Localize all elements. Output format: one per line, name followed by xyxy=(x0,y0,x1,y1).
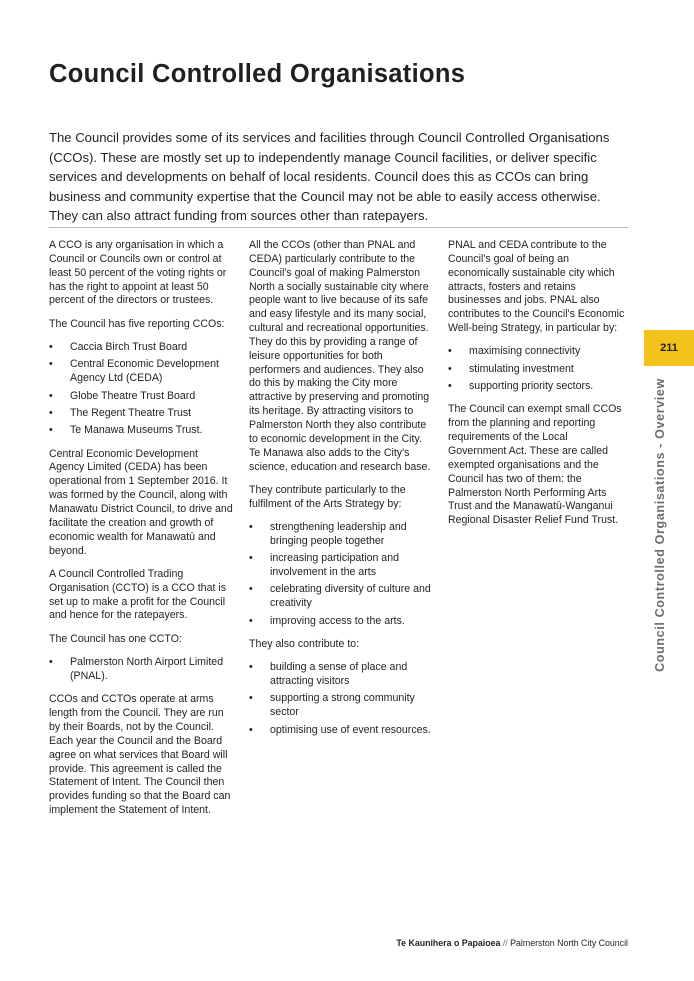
bullet-icon: • xyxy=(448,362,452,375)
also-contribute-list xyxy=(249,661,433,737)
exempt-paragraph: The Council can exempt small CCOs from the planning and reporting requirements of the Local Government Act. These are called exempted organisations and the Council has two of them: the Palmerston North Performing Arts Trust and the Manawatū-Wanganui Regional Disaster Relief Fund Trust. xyxy=(448,403,622,527)
column-3 xyxy=(448,239,628,538)
arms-length-paragraph: CCOs and CCTOs operate at arms length from the Council. They are run by their Boards, not by the Council. Each year the Council and the Board agree on what services that Board will provide. This agreement is called the Statement of Intent. The Council then provides funding so that the Board can implement the Statement of Intent. xyxy=(49,693,231,817)
list-item: • celebrating diversity of culture and creativity xyxy=(249,583,431,610)
arts-strategy-list xyxy=(249,521,433,628)
ccto-count-intro: The Council has one CCTO: xyxy=(49,632,182,645)
contribution-paragraph: All the CCOs (other than PNAL and CEDA) particularly contribute to the Council's goal of making Palmerston North a socially sustainable city where people want to live because of its safe and easy lifestyle and its many social, cultural and recreational opportunities. They do this by providing a range of leisure opportunities for both performers and audiences. They also do this by making the City more attractive by preserving and promoting its heritage. By attracting visitors to Palmerston North they also contribute to economic development in the City. Te Manawa also adds to the City's science, education and research base. xyxy=(249,239,431,473)
footer-maori-name: Te Kaunihera o Papaioea xyxy=(396,938,501,948)
list-item: • improving access to the arts. xyxy=(249,614,405,627)
cco-definition: A CCO is any organisation in which a Council or Councils own or control at least 50 percent of the voting rights or has the right to appoint at least 50 percent of the directors or trustees. xyxy=(49,239,227,307)
bullet-icon: • xyxy=(249,614,253,627)
list-item: • Globe Theatre Trust Board xyxy=(49,389,196,402)
economic-list xyxy=(448,345,628,394)
arts-strategy-intro: They contribute particularly to the fulfilment of the Arts Strategy by: xyxy=(249,483,406,510)
bullet-icon: • xyxy=(249,521,253,534)
list-item: • The Regent Theatre Trust xyxy=(49,406,192,419)
page-title: Council Controlled Organisations xyxy=(49,60,466,88)
bullet-icon: • xyxy=(49,406,53,419)
list-item: • supporting a strong community sector xyxy=(249,692,415,719)
bullet-icon: • xyxy=(49,358,53,371)
cco-list xyxy=(49,341,235,438)
bullet-icon: • xyxy=(49,424,53,437)
list-item: • Te Manawa Museums Trust. xyxy=(49,424,203,437)
bullet-icon: • xyxy=(49,656,53,669)
bullet-icon: • xyxy=(49,341,53,354)
bullet-icon: • xyxy=(249,583,253,596)
section-label-text: Council Controlled Organisations - Overview xyxy=(653,378,667,672)
footer-english-name: Palmerston North City Council xyxy=(510,938,628,948)
list-item: • maximising connectivity xyxy=(448,345,581,358)
bullet-icon: • xyxy=(249,661,253,674)
column-2 xyxy=(249,239,433,747)
list-item: • supporting priority sectors. xyxy=(448,380,594,393)
list-item: • Palmerston North Airport Limited (PNAL). xyxy=(49,656,224,682)
divider-rule xyxy=(49,227,628,228)
ccto-list xyxy=(49,656,235,684)
cco-count-intro: The Council has five reporting CCOs: xyxy=(49,317,225,330)
list-item: • Central Economic Development Agency Ltd (CEDA) xyxy=(49,358,219,385)
ccto-definition: A Council Controlled Trading Organisation (CCTO) is a CCO that is set up to make a profit for the Council and hence for the ratepayers. xyxy=(49,567,227,622)
list-item: • increasing participation and involvement in the arts xyxy=(249,552,399,579)
bullet-icon: • xyxy=(448,345,452,358)
bullet-icon: • xyxy=(249,723,253,736)
page-footer xyxy=(382,938,628,948)
list-item: • stimulating investment xyxy=(448,362,574,375)
list-item: • building a sense of place and attracting visitors xyxy=(249,661,408,688)
bullet-icon: • xyxy=(249,552,253,565)
footer-separator: // xyxy=(500,938,511,948)
list-item: • optimising use of event resources. xyxy=(249,723,431,736)
also-contribute-intro: They also contribute to: xyxy=(249,637,360,650)
list-item: • strengthening leadership and bringing people together xyxy=(249,521,407,547)
list-item: • Caccia Birch Trust Board xyxy=(49,341,188,354)
column-1 xyxy=(49,239,235,827)
bullet-icon: • xyxy=(49,389,53,402)
bullet-icon: • xyxy=(249,692,253,705)
economic-paragraph: PNAL and CEDA contribute to the Council's goal of being an economically sustainable city which attracts, fosters and retains businesses and jobs. PNAL also contributes to the Council's Economic Well-being Strategy, in particular by: xyxy=(448,239,625,335)
page-number: 211 xyxy=(660,342,678,354)
ceda-paragraph: Central Economic Development Agency Limited (CEDA) has been operational from 1 September 2016. It was formed by the Council, along with Manawatu District Council, to drive and facilitate the creation and growth of economic wealth for Manawatū and beyond. xyxy=(49,447,233,557)
intro-paragraph: The Council provides some of its services and facilities through Council Controlled Organisations (CCOs). These are mostly set up to independently manage Council facilities, or deliver specific services and developments on behalf of local residents. Council does this as CCOs can bring business and community expertise that the Council may not be able to easily access otherwise. They can also attract funding from sources other than ratepayers. xyxy=(49,130,610,224)
bullet-icon: • xyxy=(448,380,452,393)
page-number-tab xyxy=(644,330,694,366)
